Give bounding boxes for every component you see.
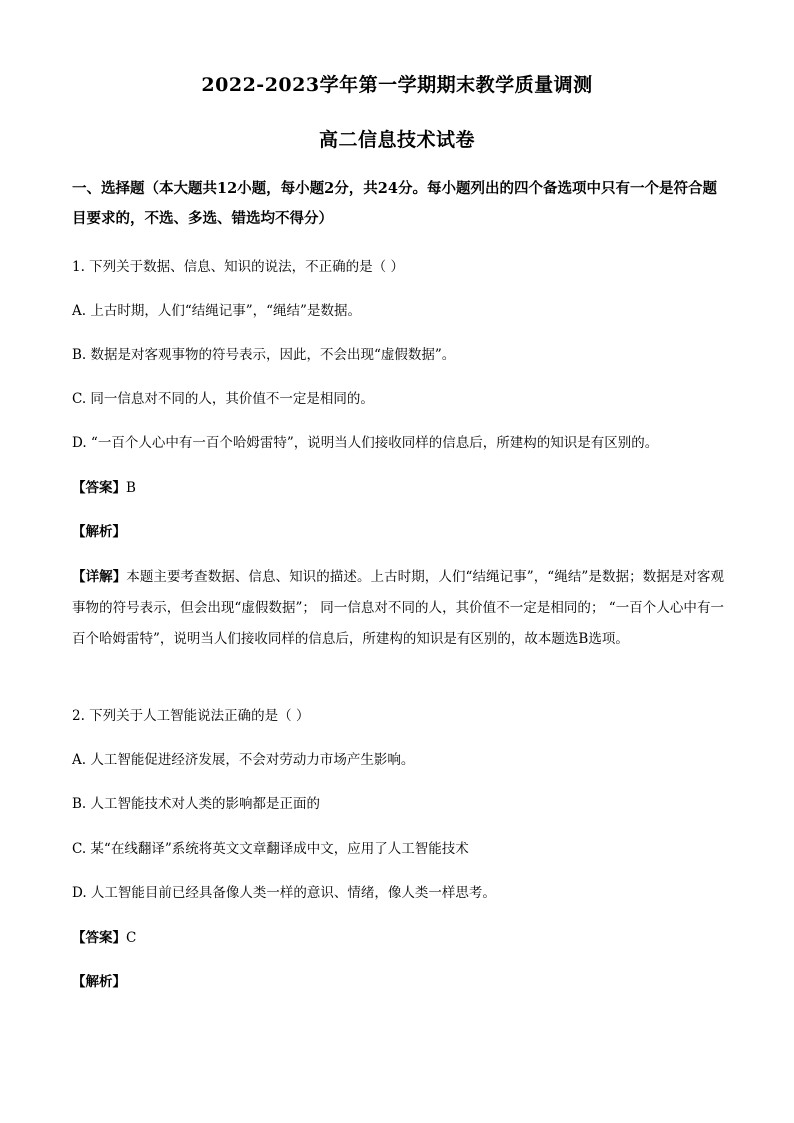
question-1-option-b: B. 数据是对客观事物的符号表示，因此，不会出现“虚假数据”。 <box>72 347 456 363</box>
question-2-option-d: D. 人工智能目前已经具备像人类一样的意识、情绪，像人类一样思考。 <box>72 885 496 901</box>
question-2-answer <box>72 928 724 948</box>
question-2-stem: 2. 下列关于人工智能说法正确的是（ ） <box>72 708 310 724</box>
question-2-option-a: A. 人工智能促进经济发展，不会对劳动力市场产生影响。 <box>72 752 415 768</box>
question-2-option-c: C. 某“在线翻译”系统将英文文章翻译成中文，应用了人工智能技术 <box>72 841 469 857</box>
question-1-option-a: A. 上古时期，人们“结绳记事”，“绳结”是数据。 <box>72 303 361 319</box>
answer-tag: 【答案】 <box>72 480 126 496</box>
question-1-option-d: D. “一百个人心中有一百个哈姆雷特”，说明当人们接收同样的信息后，所建构的知识是有区别的。 <box>72 435 659 451</box>
question-1-answer <box>72 478 724 498</box>
answer-tag: 【答案】 <box>72 930 126 946</box>
question-1-stem: 1. 下列关于数据、信息、知识的说法，不正确的是（ ） <box>72 259 404 275</box>
question-1-option-c: C. 同一信息对不同的人，其价值不一定是相同的。 <box>72 391 374 407</box>
detail-tag: 【详解】 <box>72 569 127 585</box>
question-2-analysis-tag: 【解析】 <box>72 974 126 990</box>
question-1-analysis-tag: 【解析】 <box>72 524 126 540</box>
question-2-option-b: B. 人工智能技术对人类的影响都是正面的 <box>72 796 321 812</box>
question-1-detail <box>72 562 724 655</box>
section-heading: 一、选择题（本大题共12小题，每小题2分，共24分。每小题列出的四个备选项中只有一个是符合题目要求的，不选、多选、错选均不得分） <box>72 180 717 227</box>
document-subtitle: 高二信息技术试卷 <box>318 129 475 151</box>
document-title: 2022-2023学年第一学期期末教学质量调测 <box>201 74 593 96</box>
answer-value: B <box>126 480 136 496</box>
detail-text: 本题主要考查数据、信息、知识的描述。上古时期，人们“结绳记事”，“绳结”是数据；数据是对客观事物的符号表示，但会出现“虚假数据”； 同一信息对不同的人，其价值不一定是相同的； “一百个人心中有一百个哈姆雷特”，说明当人们接收同样的信息后，所建构的知识是有区别的，故本题选B选项。 <box>72 569 725 647</box>
answer-value: C <box>126 930 137 946</box>
